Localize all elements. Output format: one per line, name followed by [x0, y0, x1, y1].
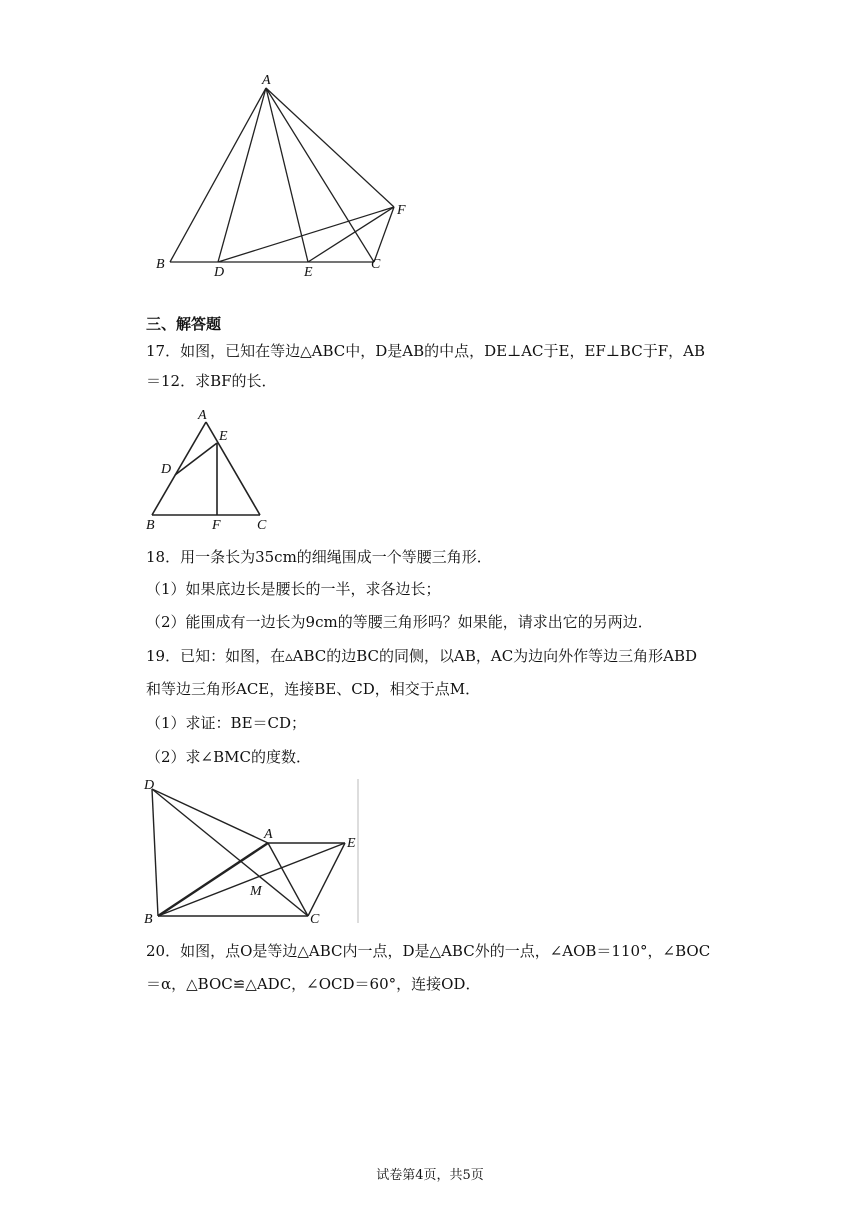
figure-q17-svg [142, 405, 282, 533]
page-footer: 试卷第4页，共5页 [376, 1168, 484, 1183]
label-B: B [156, 257, 165, 272]
q19-part1: （1）求证：BE＝CD； [146, 714, 307, 732]
q18-line1: 18．用一条长为35cm的细绳围成一个等腰三角形． [146, 548, 492, 566]
q19-line2: 和等边三角形ACE，连接BE、CD，相交于点M． [146, 680, 481, 698]
q18-part1: （1）如果底边长是腰长的一半，求各边长； [146, 580, 441, 598]
label-A: A [262, 73, 271, 88]
q19-label-C: C [310, 912, 320, 927]
q19-line1: 19．已知：如图，在▵ABC的边BC的同侧，以AB，AC为边向外作等边三角形ABD [146, 647, 698, 665]
label-E: E [304, 265, 313, 280]
q17-line2: ＝12．求BF的长． [146, 372, 277, 390]
figure-1-svg [150, 70, 420, 285]
q19-part2: （2）求∠BMC的度数． [146, 748, 311, 766]
label-F: F [397, 203, 406, 218]
q17-label-B: B [146, 518, 155, 533]
q17-label-D: D [161, 462, 172, 477]
q19-label-E: E [347, 836, 356, 851]
figure-q19 [140, 775, 362, 927]
figure-q19-svg [140, 775, 362, 927]
q17-label-A: A [198, 408, 207, 423]
q20-line2: ＝α，△BOC≌△ADC，∠OCD＝60°，连接OD． [146, 975, 481, 993]
label-D: D [214, 265, 225, 280]
q17-line1: 17．如图，已知在等边△ABC中，D是AB的中点，DE⊥AC于E，EF⊥BC于F，AB [146, 342, 705, 360]
q19-label-B: B [144, 912, 153, 927]
q19-label-M: M [250, 884, 262, 899]
q17-label-F: F [212, 518, 221, 533]
q17-label-C: C [257, 518, 267, 533]
q18-part2: （2）能围成有一边长为9cm的等腰三角形吗？如果能，请求出它的另两边． [146, 613, 653, 631]
q19-label-A: A [264, 827, 273, 842]
q17-label-E: E [219, 429, 228, 444]
figure-q17 [142, 405, 282, 533]
section-heading: 三、解答题 [146, 315, 222, 333]
q19-label-D: D [144, 778, 155, 793]
label-C: C [371, 257, 381, 272]
q20-line1: 20．如图，点O是等边△ABC内一点，D是△ABC外的一点，∠AOB＝110°，∠BOC [146, 942, 711, 960]
figure-1 [150, 70, 420, 285]
